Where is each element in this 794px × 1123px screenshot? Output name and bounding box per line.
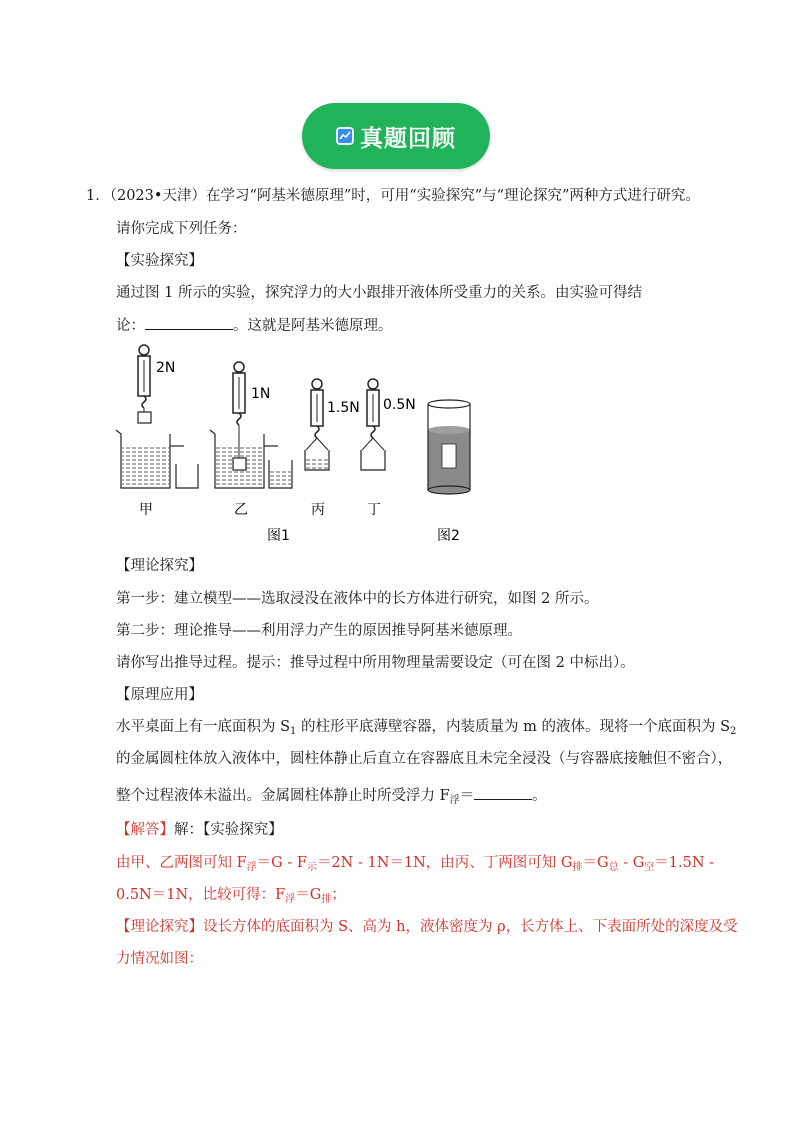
- theory-step-1: 第一步：建立模型——选取浸没在液体中的长方体进行研究，如图 2 所示。: [116, 591, 599, 607]
- a2c: ＝G: [295, 887, 322, 903]
- a2d: 排: [321, 894, 332, 905]
- a2e: ；: [331, 887, 346, 903]
- answer-jie: 解：: [174, 822, 203, 838]
- a1a: 由甲、乙两图可知 F: [116, 855, 247, 871]
- answer-blank-2[interactable]: [474, 785, 532, 800]
- theory-step-2: 第二步：理论推导——利用浮力产生的原因推导阿基米德原理。: [116, 623, 522, 639]
- question-number: 1．: [86, 188, 110, 204]
- answer-tag: 【解答】: [116, 822, 174, 838]
- chart-icon: [336, 127, 354, 145]
- exp-text-2: [116, 315, 393, 336]
- app-sub-1: 1: [290, 726, 297, 737]
- reading-yi: 1N: [251, 386, 271, 402]
- app-sub-2: 2: [730, 726, 737, 737]
- theory-heading: 【理论探究】: [116, 558, 203, 574]
- app-text-3a: 整个过程液体未溢出。金属圆柱体静止时所受浮力 F: [116, 788, 450, 804]
- a1h: 总: [608, 862, 619, 873]
- task-text: 请你完成下列任务：: [116, 221, 247, 237]
- label-ding: 丁: [367, 502, 381, 518]
- answer-line-4: 力情况如图：: [116, 951, 203, 967]
- a1b: 浮: [246, 862, 257, 873]
- setup-bing: [305, 379, 329, 470]
- a1c: ＝G - F: [256, 855, 307, 871]
- section-banner: [302, 103, 490, 169]
- a1j: 空: [644, 862, 655, 873]
- question-intro: 在学习“阿基米德原理”时，可用“实验探究”与“理论探究”两种方式进行研究。: [205, 188, 700, 204]
- a1f: 排: [572, 862, 583, 873]
- banner-title: 真题回顾: [360, 125, 456, 152]
- answer-blank-1[interactable]: [145, 315, 233, 330]
- app-text-c: 的柱形平底薄壁容器，内装质量为 m 的液体。现将一个底面积为 S: [296, 719, 731, 735]
- answer-line-1: [116, 853, 714, 878]
- reading-bing: 1.5N: [327, 400, 360, 416]
- a2b: 浮: [285, 894, 296, 905]
- answer-theory-text: 设长方体的底面积为 S、高为 h，液体密度为 ρ，长方体上、下表面所处的深度及受: [203, 919, 738, 935]
- label-bing: 丙: [311, 502, 325, 518]
- answer-exp-heading: 【实验探究】: [203, 822, 283, 838]
- answer-line-2: [116, 885, 346, 910]
- reading-ding: 0.5N: [383, 397, 416, 413]
- a1i: - G: [618, 855, 645, 871]
- label-jia: 甲: [139, 502, 153, 518]
- theory-step-3: 请你写出推导过程。提示：推导过程中所用物理量需要设定（可在图 2 中标出）。: [116, 655, 635, 671]
- app-heading: 【原理应用】: [116, 687, 203, 703]
- exp-conclusion-tail: 。这就是阿基米德原理。: [233, 318, 393, 334]
- app-line-3: [116, 785, 547, 811]
- app-line-1: [116, 717, 736, 742]
- app-text-eq: ＝: [459, 788, 475, 804]
- cylinder-figure-2: [428, 400, 470, 494]
- a1d: 示: [306, 862, 317, 873]
- caption-fig2: 图2: [437, 528, 460, 544]
- exp-text-1: 通过图 1 所示的实验，探究浮力的大小跟排开液体所受重力的关系。由实验可得结: [116, 285, 642, 301]
- answer-theory-tag: 【理论探究】: [116, 919, 203, 935]
- setup-ding: [361, 379, 385, 470]
- answer-heading: [116, 820, 283, 840]
- app-sub-fu: 浮: [449, 795, 460, 806]
- app-text-end: 。: [532, 788, 547, 804]
- caption-fig1: 图1: [267, 528, 290, 544]
- app-line-2: 的金属圆柱体放入液体中，圆柱体静止后直立在容器底且未完全浸没（与容器底接触但不密合），: [116, 751, 733, 767]
- setup-yi: [210, 362, 292, 488]
- a1g: ＝G: [582, 855, 609, 871]
- question-source: （2023•天津）: [109, 188, 206, 204]
- exp-conclusion-label: 论：: [116, 318, 145, 334]
- experiment-figure: [108, 342, 508, 552]
- app-text-a: 水平桌面上有一底面积为 S: [116, 719, 291, 735]
- a1k: ＝1.5N -: [654, 855, 715, 871]
- exp-heading: 【实验探究】: [116, 253, 203, 269]
- label-yi: 乙: [234, 502, 248, 518]
- question-line-1: [86, 186, 700, 206]
- answer-line-3: [116, 917, 738, 937]
- a1e: ＝2N - 1N＝1N，由丙、丁两图可知 G: [316, 855, 573, 871]
- a2a: 0.5N＝1N，比较可得：F: [116, 887, 286, 903]
- reading-jia: 2N: [156, 360, 176, 376]
